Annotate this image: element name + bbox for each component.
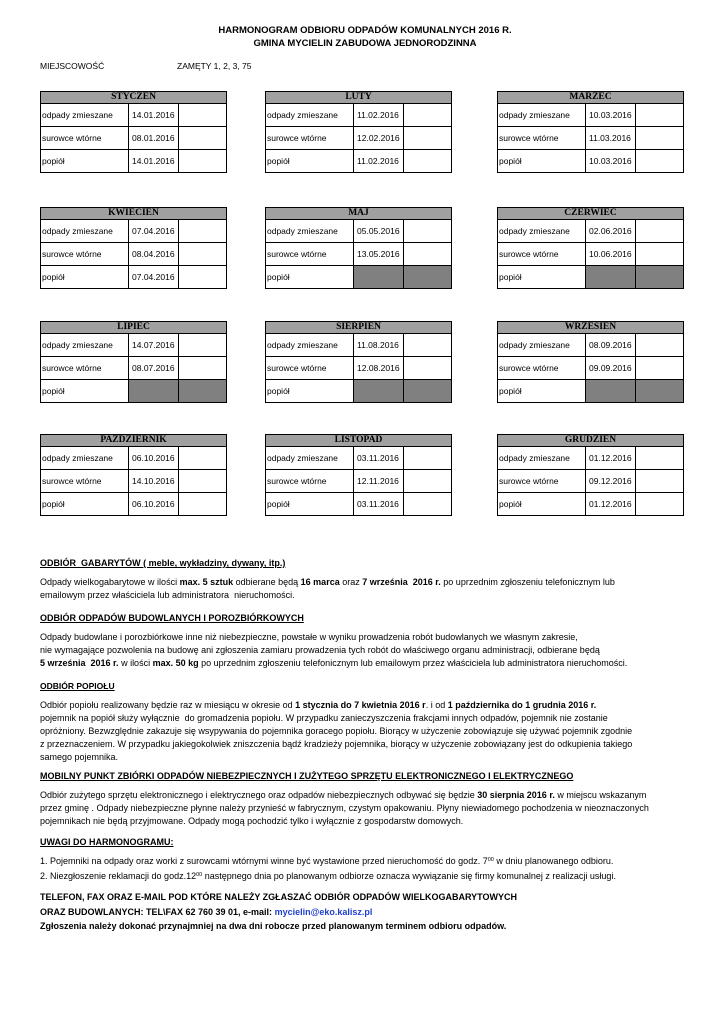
waste-type: surowce wtórne bbox=[266, 243, 354, 266]
waste-type: popiół bbox=[498, 493, 586, 516]
collection-date: 01.12.2016 bbox=[586, 493, 636, 516]
notes-cell bbox=[404, 334, 452, 357]
schedule-row-surowce-wtorne bbox=[41, 470, 227, 493]
notes-cell bbox=[179, 220, 227, 243]
month-name: CZERWIEC bbox=[498, 208, 684, 220]
text-line bbox=[40, 738, 710, 751]
body-text: 2. Niezgłoszenie reklamacji do godz.12 bbox=[40, 871, 197, 881]
text-line bbox=[40, 712, 710, 725]
collection-date: 08.04.2016 bbox=[129, 243, 179, 266]
collection-date: 10.03.2016 bbox=[586, 104, 636, 127]
notes-cell bbox=[179, 127, 227, 150]
body-text: po uprzednim zgłoszeniu telefonicznym lub emailowym przez właściciela lub administratora nieruchomości. bbox=[198, 658, 628, 668]
text-line bbox=[40, 631, 710, 644]
month-table-czerwiec bbox=[497, 207, 684, 289]
notes-cell bbox=[179, 243, 227, 266]
month-name: GRUDZIEŃ bbox=[498, 435, 684, 447]
month-table-grudzien bbox=[497, 434, 684, 516]
section-schedule-notes bbox=[40, 836, 710, 885]
contact-heading: TELEFON, FAX ORAZ E-MAIL POD KTÓRE NALEŻY ZGŁASZAĆ ODBIÓR ODPADÓW WIELKOGABARYTOWYCH bbox=[40, 892, 517, 902]
waste-type: popiół bbox=[266, 266, 354, 289]
schedule-row-odpady-zmieszane bbox=[498, 104, 684, 127]
notes-cell bbox=[179, 470, 227, 493]
schedule-row-popiol bbox=[41, 150, 227, 173]
waste-type: odpady zmieszane bbox=[498, 104, 586, 127]
notes-cell bbox=[404, 266, 452, 289]
section-heading: MOBILNY PUNKT ZBIÓRKI ODPADÓW NIEBEZPIECZNYCH I ZUŻYTEGO SPRZĘTU ELEKTRONICZNEGO I ELEKTRYCZNEGO bbox=[40, 771, 574, 781]
schedule-row-popiol bbox=[266, 380, 452, 403]
body-text: przez gminę . Odpady niebezpieczne płynne należy przynieść w fabrycznym, czystym opakowaniu. Płyny niewiadomego pochodzenia w nieoznaczonych bbox=[40, 803, 649, 813]
notes-cell bbox=[404, 150, 452, 173]
body-text: 1. Pojemniki na odpady oraz worki z surowcami wtórnymi winne być wystawione przed nieruchomość do godz. 7 bbox=[40, 856, 488, 866]
body-text: w ilości bbox=[118, 658, 153, 668]
section-body bbox=[40, 699, 710, 764]
schedule-row-odpady-zmieszane bbox=[498, 447, 684, 470]
body-text: . i od bbox=[425, 700, 448, 710]
schedule-row-odpady-zmieszane bbox=[266, 334, 452, 357]
text-line bbox=[40, 855, 710, 870]
collection-date bbox=[586, 266, 636, 289]
schedule-row-popiol bbox=[266, 266, 452, 289]
text-line bbox=[40, 751, 710, 764]
waste-type: popiół bbox=[41, 493, 129, 516]
section-bulky-waste bbox=[40, 557, 710, 602]
emphasis-text: 1 października do 1 grudnia 2016 r. bbox=[447, 700, 597, 710]
contact-block bbox=[40, 890, 710, 934]
notes-cell bbox=[179, 447, 227, 470]
notes-cell bbox=[404, 127, 452, 150]
body-text: Odbiór zużytego sprzętu elektronicznego i elektrycznego oraz odpadów niebezpiecznych odbywać się będzie bbox=[40, 790, 478, 800]
collection-date: 06.10.2016 bbox=[129, 447, 179, 470]
section-body bbox=[40, 631, 710, 670]
schedule-row-popiol bbox=[498, 380, 684, 403]
waste-type: popiół bbox=[41, 266, 129, 289]
schedule-row-surowce-wtorne bbox=[498, 127, 684, 150]
schedule-row-surowce-wtorne bbox=[41, 127, 227, 150]
schedule-row-surowce-wtorne bbox=[498, 470, 684, 493]
emphasis-text: 30 sierpnia 2016 r. bbox=[477, 790, 555, 800]
collection-date: 11.02.2016 bbox=[354, 104, 404, 127]
schedule-row-popiol bbox=[498, 493, 684, 516]
waste-type: surowce wtórne bbox=[41, 127, 129, 150]
notes-cell bbox=[404, 447, 452, 470]
document-subtitle: GMINA MYCIELIN ZABUDOWA JEDNORODZINNA bbox=[253, 38, 477, 49]
waste-type: popiół bbox=[41, 150, 129, 173]
notes-cell bbox=[636, 470, 684, 493]
collection-date: 01.12.2016 bbox=[586, 447, 636, 470]
month-name: MARZEC bbox=[498, 92, 684, 104]
emphasis-text: max. 5 sztuk bbox=[179, 577, 234, 587]
schedule-row-surowce-wtorne bbox=[266, 357, 452, 380]
superscript-text: 00 bbox=[487, 856, 494, 863]
collection-date: 07.04.2016 bbox=[129, 266, 179, 289]
waste-type: surowce wtórne bbox=[498, 470, 586, 493]
notes-cell bbox=[636, 357, 684, 380]
collection-date: 14.01.2016 bbox=[129, 150, 179, 173]
collection-date: 10.03.2016 bbox=[586, 150, 636, 173]
month-name: WRZESIEŃ bbox=[498, 322, 684, 334]
section-body bbox=[40, 789, 710, 828]
collection-date: 10.06.2016 bbox=[586, 243, 636, 266]
collection-date: 12.08.2016 bbox=[354, 357, 404, 380]
text-line bbox=[40, 789, 710, 802]
collection-date: 14.07.2016 bbox=[129, 334, 179, 357]
text-line bbox=[40, 725, 710, 738]
collection-date bbox=[354, 380, 404, 403]
waste-type: odpady zmieszane bbox=[498, 334, 586, 357]
schedule-row-surowce-wtorne bbox=[266, 127, 452, 150]
text-line bbox=[40, 644, 710, 657]
body-text: z przeznaczeniem. W przypadku jakiegokolwiek zniszczenia bądź kradzieży pojemnika, biorący w użyczenie zobowiązany jest do odkupienia takiego bbox=[40, 739, 633, 749]
collection-date: 12.11.2016 bbox=[354, 470, 404, 493]
month-table-lipiec bbox=[40, 321, 227, 403]
document-title: HARMONOGRAM ODBIORU ODPADÓW KOMUNALNYCH 2016 R. bbox=[218, 25, 512, 36]
body-text: Odpady budowlane i porozbiórkowe inne niż niebezpieczne, powstałe w wyniku prowadzenia robót budowlanych we własnym zakresie, bbox=[40, 632, 578, 642]
schedule-row-surowce-wtorne bbox=[498, 357, 684, 380]
schedule-row-odpady-zmieszane bbox=[41, 447, 227, 470]
waste-type: popiół bbox=[266, 150, 354, 173]
notes-cell bbox=[636, 493, 684, 516]
section-heading: UWAGI DO HARMONOGRAMU: bbox=[40, 837, 174, 847]
collection-date: 08.09.2016 bbox=[586, 334, 636, 357]
notes-cell bbox=[404, 104, 452, 127]
waste-type: surowce wtórne bbox=[266, 357, 354, 380]
notes-cell bbox=[404, 243, 452, 266]
locality-label: MIEJSCOWOŚĆ bbox=[40, 61, 105, 71]
notes-cell bbox=[636, 380, 684, 403]
collection-date: 14.10.2016 bbox=[129, 470, 179, 493]
month-table-pazdziernik bbox=[40, 434, 227, 516]
month-name: MAJ bbox=[266, 208, 452, 220]
locality-value: ZAMĘTY 1, 2, 3, 75 bbox=[177, 61, 252, 71]
document-title-block bbox=[40, 24, 690, 50]
month-table-styczen bbox=[40, 91, 227, 173]
schedule-row-popiol bbox=[498, 266, 684, 289]
section-body bbox=[40, 576, 710, 602]
collection-date: 08.07.2016 bbox=[129, 357, 179, 380]
contact-notice: Zgłoszenia należy dokonać przynajmniej na dwa dni robocze przed planowanym terminem odbioru odpadów. bbox=[40, 921, 507, 931]
month-name: LIPIEC bbox=[41, 322, 227, 334]
notes-cell bbox=[179, 150, 227, 173]
body-text: pojemnikach nie będą przyjmowane. Odpady mogą pochodzić tylko i wyłącznie z gospodarstw domowych. bbox=[40, 816, 464, 826]
text-line bbox=[40, 699, 710, 712]
schedule-row-odpady-zmieszane bbox=[41, 104, 227, 127]
body-text: oraz bbox=[339, 577, 363, 587]
waste-type: surowce wtórne bbox=[266, 470, 354, 493]
section-heading: ODBIÓR ODPADÓW BUDOWLANYCH I POROZBIÓRKOWYCH bbox=[40, 613, 304, 623]
month-name: LISTOPAD bbox=[266, 435, 452, 447]
month-name: KWIECIEŃ bbox=[41, 208, 227, 220]
collection-date: 05.05.2016 bbox=[354, 220, 404, 243]
schedule-row-surowce-wtorne bbox=[266, 470, 452, 493]
emphasis-text: max. 50 kg bbox=[152, 658, 199, 668]
schedule-row-surowce-wtorne bbox=[41, 357, 227, 380]
waste-type: surowce wtórne bbox=[498, 357, 586, 380]
notes-cell bbox=[636, 447, 684, 470]
waste-type: odpady zmieszane bbox=[41, 104, 129, 127]
month-table-sierpien bbox=[265, 321, 452, 403]
collection-date bbox=[354, 266, 404, 289]
waste-type: odpady zmieszane bbox=[266, 220, 354, 243]
notes-cell bbox=[636, 220, 684, 243]
schedule-row-odpady-zmieszane bbox=[266, 220, 452, 243]
schedule-row-popiol bbox=[266, 150, 452, 173]
schedule-row-surowce-wtorne bbox=[498, 243, 684, 266]
waste-type: popiół bbox=[498, 150, 586, 173]
month-name: STYCZEŃ bbox=[41, 92, 227, 104]
waste-type: odpady zmieszane bbox=[41, 220, 129, 243]
month-table-marzec bbox=[497, 91, 684, 173]
collection-date: 09.09.2016 bbox=[586, 357, 636, 380]
month-table-maj bbox=[265, 207, 452, 289]
contact-phone-line bbox=[40, 905, 710, 920]
body-text: samego pojemnika. bbox=[40, 752, 119, 762]
waste-type: odpady zmieszane bbox=[266, 334, 354, 357]
schedule-row-surowce-wtorne bbox=[266, 243, 452, 266]
notes-cell bbox=[179, 380, 227, 403]
collection-date: 09.12.2016 bbox=[586, 470, 636, 493]
section-ash-collection bbox=[40, 680, 710, 764]
collection-date: 02.06.2016 bbox=[586, 220, 636, 243]
month-name: SIERPIEŃ bbox=[266, 322, 452, 334]
waste-type: odpady zmieszane bbox=[41, 334, 129, 357]
schedule-row-odpady-zmieszane bbox=[266, 104, 452, 127]
schedule-row-odpady-zmieszane bbox=[498, 334, 684, 357]
notes-cell bbox=[404, 380, 452, 403]
contact-phone: ORAZ BUDOWLANYCH: TEL\FAX 62 760 39 01, e-mail: bbox=[40, 906, 275, 917]
schedule-row-popiol bbox=[498, 150, 684, 173]
schedule-row-odpady-zmieszane bbox=[266, 447, 452, 470]
body-text: następnego dnia po planowanym odbiorze oznacza wywiązanie się firmy komunalnej z realizacji usługi. bbox=[202, 871, 616, 881]
text-line bbox=[40, 589, 710, 602]
body-text: odbierane będą bbox=[233, 577, 301, 587]
notes-cell bbox=[179, 104, 227, 127]
body-text: nie wymagające pozwolenia na budowę ani zgłoszenia zamiaru prowadzenia tych robót do właściwego organu administracji, odbierane będą bbox=[40, 645, 600, 655]
text-line bbox=[40, 657, 710, 670]
body-text: Odpady wielkogabarytowe w ilości bbox=[40, 577, 180, 587]
schedule-row-odpady-zmieszane bbox=[41, 334, 227, 357]
collection-date: 13.05.2016 bbox=[354, 243, 404, 266]
notes-cell bbox=[404, 493, 452, 516]
schedule-row-popiol bbox=[266, 493, 452, 516]
waste-type: popiół bbox=[498, 380, 586, 403]
body-text: emailowym przez właściciela lub administratora nieruchomości. bbox=[40, 590, 295, 600]
notes-cell bbox=[636, 334, 684, 357]
emphasis-text: 7 września 2016 r. bbox=[362, 577, 441, 587]
collection-date: 03.11.2016 bbox=[354, 493, 404, 516]
schedule-row-popiol bbox=[41, 493, 227, 516]
body-text: w dniu planowanego odbioru. bbox=[493, 856, 614, 866]
month-table-luty bbox=[265, 91, 452, 173]
collection-date: 12.02.2016 bbox=[354, 127, 404, 150]
collection-date: 11.03.2016 bbox=[586, 127, 636, 150]
collection-date: 14.01.2016 bbox=[129, 104, 179, 127]
notes-cell bbox=[636, 266, 684, 289]
section-hazardous-waste-point bbox=[40, 770, 710, 828]
month-name: LUTY bbox=[266, 92, 452, 104]
notes-cell bbox=[636, 104, 684, 127]
section-heading: ODBIÓR POPIOŁU bbox=[40, 681, 115, 691]
month-table-kwiecien bbox=[40, 207, 227, 289]
waste-type: surowce wtórne bbox=[498, 243, 586, 266]
notes-cell bbox=[179, 266, 227, 289]
section-construction-waste bbox=[40, 612, 710, 670]
notes-cell bbox=[179, 493, 227, 516]
body-text: pojemnik na popiół służy wyłącznie do gromadzenia popiołu. W przypadku zanieczyszczenia frakcjami innych odpadów, pojemnik nie zostanie bbox=[40, 713, 608, 723]
waste-type: odpady zmieszane bbox=[498, 220, 586, 243]
notes-cell bbox=[636, 243, 684, 266]
waste-type: popiół bbox=[266, 493, 354, 516]
collection-date bbox=[586, 380, 636, 403]
superscript-text: 00 bbox=[196, 871, 203, 878]
waste-type: odpady zmieszane bbox=[266, 447, 354, 470]
notes-cell bbox=[636, 150, 684, 173]
waste-type: odpady zmieszane bbox=[498, 447, 586, 470]
email-link[interactable]: mycielin@eko.kalisz.pl bbox=[274, 906, 373, 917]
emphasis-text: 16 marca bbox=[300, 577, 340, 587]
schedule-row-popiol bbox=[41, 266, 227, 289]
waste-type: surowce wtórne bbox=[498, 127, 586, 150]
month-name: PAŹDZIERNIK bbox=[41, 435, 227, 447]
schedule-row-odpady-zmieszane bbox=[498, 220, 684, 243]
body-text: w miejscu wskazanym bbox=[554, 790, 647, 800]
waste-type: surowce wtórne bbox=[41, 470, 129, 493]
waste-type: surowce wtórne bbox=[41, 243, 129, 266]
body-text: Odbiór popiołu realizowany będzie raz w miesiącu w okresie od bbox=[40, 700, 296, 710]
schedule-row-surowce-wtorne bbox=[41, 243, 227, 266]
waste-type: odpady zmieszane bbox=[41, 447, 129, 470]
notes-cell bbox=[404, 470, 452, 493]
notes-cell bbox=[404, 220, 452, 243]
notes-cell bbox=[179, 334, 227, 357]
waste-type: popiół bbox=[41, 380, 129, 403]
emphasis-text: 5 września 2016 r. bbox=[40, 658, 119, 668]
collection-date: 03.11.2016 bbox=[354, 447, 404, 470]
notes-cell bbox=[179, 357, 227, 380]
waste-type: odpady zmieszane bbox=[266, 104, 354, 127]
text-line bbox=[40, 870, 710, 885]
text-line bbox=[40, 576, 710, 589]
waste-type: surowce wtórne bbox=[41, 357, 129, 380]
notes-cell bbox=[636, 127, 684, 150]
collection-date: 11.08.2016 bbox=[354, 334, 404, 357]
locality-row bbox=[40, 60, 340, 73]
text-line bbox=[40, 802, 710, 815]
waste-type: popiół bbox=[266, 380, 354, 403]
waste-type: surowce wtórne bbox=[266, 127, 354, 150]
emphasis-text: 1 stycznia do 7 kwietnia 2016 r bbox=[295, 700, 426, 710]
collection-date: 11.02.2016 bbox=[354, 150, 404, 173]
body-text: po uprzednim zgłoszeniu telefonicznym lub bbox=[440, 577, 615, 587]
schedule-row-odpady-zmieszane bbox=[41, 220, 227, 243]
collection-date: 07.04.2016 bbox=[129, 220, 179, 243]
month-table-listopad bbox=[265, 434, 452, 516]
section-body bbox=[40, 855, 710, 885]
collection-date bbox=[129, 380, 179, 403]
text-line bbox=[40, 815, 710, 828]
section-heading: ODBIÓR GABARYTÓW ( meble, wykładziny, dywany, itp.) bbox=[40, 558, 286, 568]
notes-cell bbox=[404, 357, 452, 380]
collection-date: 06.10.2016 bbox=[129, 493, 179, 516]
schedule-row-popiol bbox=[41, 380, 227, 403]
body-text: opróżniony. Bezwzględnie zakazuje się wsypywania do pojemnika goracego popiołu. Biorący w użyczenie zobowiązuje się używać pojemnik zgodnie bbox=[40, 726, 633, 736]
collection-date: 08.01.2016 bbox=[129, 127, 179, 150]
waste-type: popiół bbox=[498, 266, 586, 289]
month-table-wrzesien bbox=[497, 321, 684, 403]
